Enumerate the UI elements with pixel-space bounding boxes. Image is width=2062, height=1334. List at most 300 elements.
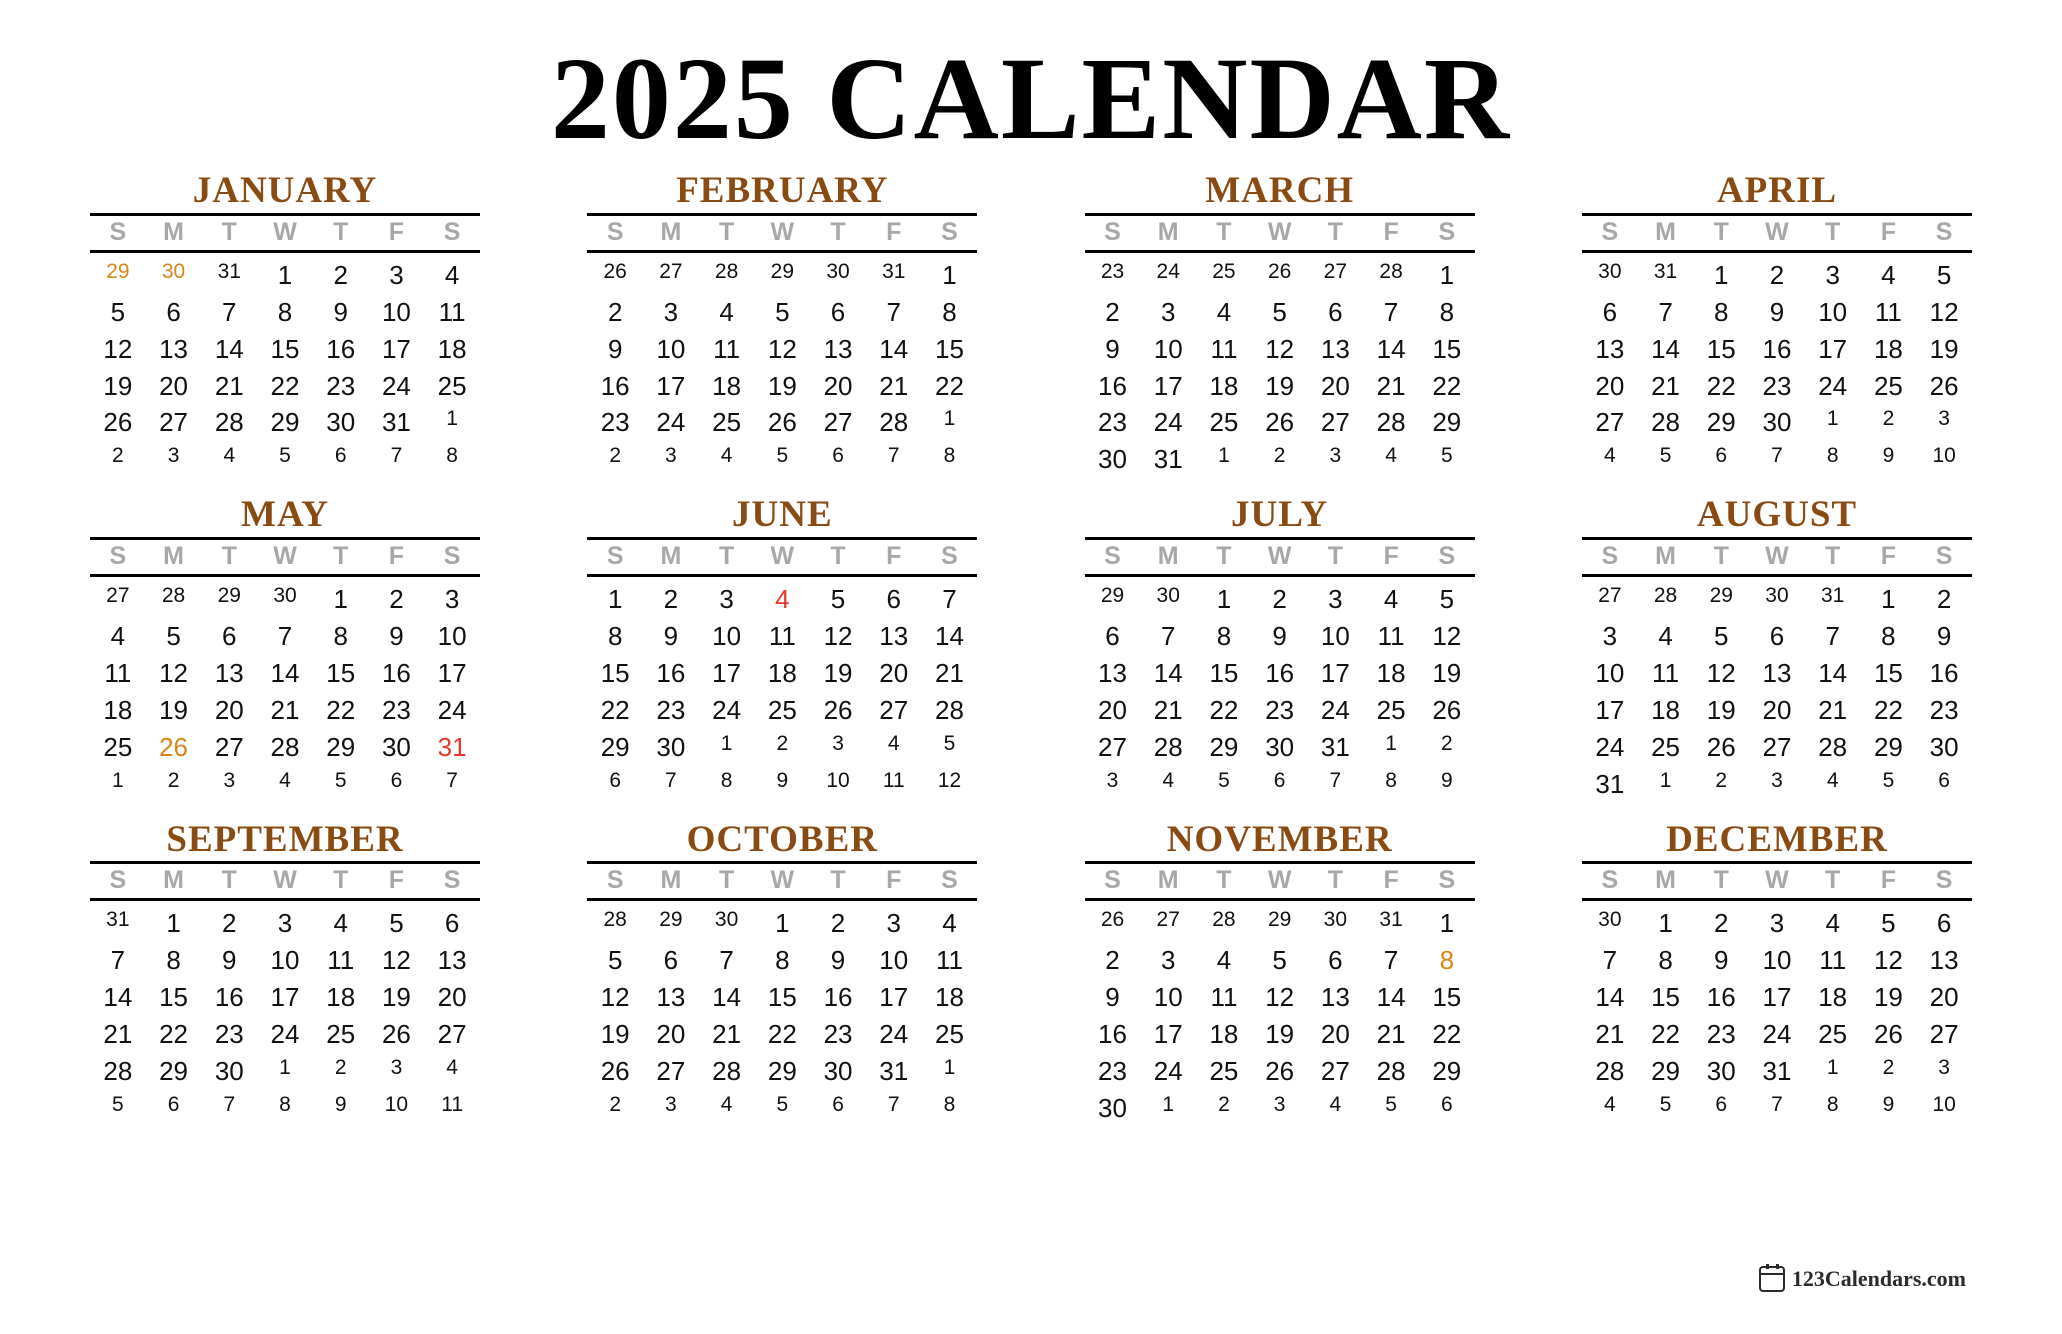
weekday-label: T xyxy=(1825,542,1841,571)
weekday-header-row xyxy=(1085,861,1475,901)
weekday-label: S xyxy=(1104,217,1121,246)
month-name: MARCH xyxy=(1205,170,1355,211)
day-cell: 8 xyxy=(1216,621,1232,652)
day-cell: 5 xyxy=(776,1092,789,1116)
day-cell: 22 xyxy=(1209,694,1239,725)
day-cell: 4 xyxy=(1216,296,1232,327)
day-cell: 19 xyxy=(767,370,797,401)
day-cell: 26 xyxy=(1265,407,1295,438)
month-name: JANUARY xyxy=(192,170,378,211)
weekday-label: S xyxy=(941,542,958,571)
day-cell: 31 xyxy=(1821,584,1845,608)
day-cell: 24 xyxy=(1762,1019,1792,1050)
day-cell: 29 xyxy=(600,731,630,762)
day-cell: 26 xyxy=(381,1019,411,1050)
day-cell: 11 xyxy=(104,657,132,688)
day-cell: 1 xyxy=(943,407,956,431)
day-cell: 16 xyxy=(381,657,411,688)
day-cell: 30 xyxy=(1098,1092,1127,1123)
day-cell: 30 xyxy=(1265,731,1295,762)
day-cell: 24 xyxy=(1595,731,1625,762)
day-cell: 26 xyxy=(159,731,189,762)
day-cell: 12 xyxy=(937,768,962,792)
day-cell: 11 xyxy=(935,945,963,976)
day-cell: 4 xyxy=(942,908,957,939)
day-cell: 4 xyxy=(1383,584,1399,615)
day-cell: 28 xyxy=(1376,1056,1406,1087)
day-cell: 11 xyxy=(1210,333,1238,364)
day-cell: 7 xyxy=(942,584,957,615)
day-cell: 8 xyxy=(279,1092,291,1116)
weekday-label: S xyxy=(1935,542,1953,571)
day-cell: 4 xyxy=(887,731,900,755)
day-cell: 10 xyxy=(1932,444,1956,468)
day-cell: 5 xyxy=(334,768,347,792)
day-cell: 25 xyxy=(1376,694,1406,725)
day-cell: 29 xyxy=(1706,407,1736,438)
day-cell: 7 xyxy=(1602,945,1618,976)
day-cell: 15 xyxy=(159,982,189,1013)
day-cell: 4 xyxy=(1216,945,1232,976)
day-cell: 6 xyxy=(1328,945,1343,976)
day-cell: 1 xyxy=(1218,444,1230,468)
day-cell: 10 xyxy=(270,945,300,976)
day-cell: 7 xyxy=(1658,296,1673,327)
day-cell: 29 xyxy=(217,584,241,608)
day-cell: 17 xyxy=(381,333,411,364)
day-cell: 30 xyxy=(326,407,356,438)
day-cell: 13 xyxy=(1929,945,1959,976)
page-title: 2025 CALENDAR xyxy=(550,33,1512,164)
day-cell: 10 xyxy=(1153,982,1183,1013)
day-cell: 13 xyxy=(1762,657,1792,688)
weekday-label: T xyxy=(1216,217,1232,246)
day-cell: 7 xyxy=(223,1092,236,1116)
day-cell: 28 xyxy=(214,407,244,438)
day-cell: 19 xyxy=(823,657,853,688)
day-cell: 5 xyxy=(1659,444,1672,468)
day-cell: 19 xyxy=(159,694,189,725)
day-cell: 31 xyxy=(1653,259,1678,283)
day-cell: 1 xyxy=(166,908,181,939)
day-cell: 22 xyxy=(600,694,630,725)
day-cell: 17 xyxy=(656,370,686,401)
day-cell: 25 xyxy=(1209,407,1239,438)
day-cell: 20 xyxy=(1929,982,1959,1013)
day-cell: 17 xyxy=(712,657,742,688)
day-cell: 2 xyxy=(1936,584,1952,615)
days-grid xyxy=(1582,577,1972,802)
day-cell: 11 xyxy=(327,945,355,976)
day-cell: 10 xyxy=(1320,621,1350,652)
day-cell: 7 xyxy=(719,945,734,976)
day-cell: 17 xyxy=(1153,370,1183,401)
day-cell: 29 xyxy=(1651,1056,1680,1087)
day-cell: 15 xyxy=(600,657,630,688)
day-cell: 5 xyxy=(1936,259,1952,290)
weekday-label: F xyxy=(1383,217,1399,246)
month-block xyxy=(90,818,480,1127)
day-cell: 4 xyxy=(1881,259,1896,290)
day-cell: 10 xyxy=(1818,296,1848,327)
day-cell: 15 xyxy=(1706,333,1736,364)
weekday-label: T xyxy=(718,866,735,895)
day-cell: 20 xyxy=(656,1019,686,1050)
day-cell: 6 xyxy=(1769,621,1785,652)
day-cell: 20 xyxy=(1320,370,1350,401)
weekday-label: S xyxy=(443,217,461,246)
day-cell: 7 xyxy=(446,768,458,792)
day-cell: 4 xyxy=(720,1092,733,1116)
day-cell: 30 xyxy=(214,1056,244,1087)
day-cell: 2 xyxy=(609,444,622,468)
month-name: DECEMBER xyxy=(1666,818,1888,860)
day-cell: 21 xyxy=(1376,370,1406,401)
weekday-label: T xyxy=(1713,217,1729,246)
day-cell: 6 xyxy=(1715,444,1728,468)
day-cell: 21 xyxy=(1153,694,1183,725)
months-row-2 xyxy=(90,496,1972,802)
day-cell: 8 xyxy=(775,945,790,976)
month-name: FEBRUARY xyxy=(676,170,889,211)
day-cell: 27 xyxy=(1323,259,1348,283)
day-cell: 27 xyxy=(1595,407,1625,438)
day-cell: 10 xyxy=(656,333,686,364)
day-cell: 23 xyxy=(1929,694,1959,725)
weekday-label: M xyxy=(1655,542,1676,571)
day-cell: 21 xyxy=(270,694,300,725)
day-cell: 24 xyxy=(1156,259,1180,283)
day-cell: 20 xyxy=(879,657,909,688)
weekday-label: M xyxy=(1157,542,1179,571)
day-cell: 18 xyxy=(1209,370,1239,401)
day-cell: 30 xyxy=(714,908,739,932)
day-cell: 10 xyxy=(437,621,467,652)
day-cell: 5 xyxy=(389,908,404,939)
day-cell: 28 xyxy=(1595,1056,1625,1087)
day-cell: 15 xyxy=(1651,982,1680,1013)
day-cell: 9 xyxy=(776,768,789,792)
day-cell: 29 xyxy=(659,908,683,932)
day-cell: 3 xyxy=(390,1056,403,1080)
weekday-label: T xyxy=(1327,542,1343,571)
day-cell: 22 xyxy=(1432,370,1462,401)
day-cell: 18 xyxy=(437,333,467,364)
day-cell: 28 xyxy=(1153,731,1183,762)
day-cell: 3 xyxy=(1771,768,1783,792)
day-cell: 10 xyxy=(1153,333,1183,364)
day-cell: 2 xyxy=(334,1056,347,1080)
weekday-label: S xyxy=(1438,866,1456,895)
day-cell: 6 xyxy=(1328,296,1343,327)
day-cell: 12 xyxy=(1432,621,1462,652)
month-block xyxy=(90,496,480,802)
day-cell: 2 xyxy=(1882,407,1895,431)
day-cell: 23 xyxy=(1098,1056,1127,1087)
weekday-label: M xyxy=(163,542,184,571)
day-cell: 8 xyxy=(720,768,733,792)
day-cell: 25 xyxy=(437,370,467,401)
weekday-label: S xyxy=(109,542,127,571)
brand-label: 123Calendars.com xyxy=(1791,1266,1966,1291)
day-cell: 1 xyxy=(720,731,733,755)
day-cell: 8 xyxy=(1658,945,1673,976)
weekday-label: W xyxy=(273,542,297,571)
day-cell: 3 xyxy=(389,259,404,290)
day-cell: 17 xyxy=(1595,694,1625,725)
day-cell: 28 xyxy=(1379,259,1403,283)
day-cell: 3 xyxy=(1273,1092,1286,1116)
day-cell: 31 xyxy=(381,407,411,438)
day-cell: 21 xyxy=(935,657,964,688)
day-cell: 3 xyxy=(1938,1056,1950,1080)
day-cell: 19 xyxy=(1929,333,1959,364)
day-cell: 25 xyxy=(935,1019,964,1050)
weekday-header-row xyxy=(1582,213,1972,253)
day-cell: 7 xyxy=(1383,945,1399,976)
day-cell: 14 xyxy=(214,333,244,364)
day-cell: 4 xyxy=(279,768,291,792)
day-cell: 26 xyxy=(1929,370,1959,401)
day-cell: 29 xyxy=(1432,1056,1462,1087)
day-cell: 2 xyxy=(1715,768,1728,792)
day-cell: 27 xyxy=(1762,731,1792,762)
weekday-label: T xyxy=(1327,866,1343,895)
days-grid xyxy=(1085,253,1475,478)
weekday-label: F xyxy=(886,866,902,895)
weekday-label: S xyxy=(1601,866,1619,895)
day-cell: 15 xyxy=(1432,333,1462,364)
days-grid xyxy=(587,901,977,1119)
day-cell: 25 xyxy=(712,407,742,438)
day-cell: 27 xyxy=(1098,731,1127,762)
day-cell: 4 xyxy=(719,296,734,327)
day-cell: 14 xyxy=(270,657,300,688)
days-grid xyxy=(1582,901,1972,1119)
weekday-label: S xyxy=(1935,866,1953,895)
weekday-label: S xyxy=(606,217,624,246)
day-cell: 18 xyxy=(1818,982,1848,1013)
day-cell: 28 xyxy=(1212,908,1236,932)
weekday-label: W xyxy=(273,866,297,895)
day-cell: 2 xyxy=(1105,296,1120,327)
day-cell: 16 xyxy=(326,333,356,364)
day-cell: 15 xyxy=(1432,982,1462,1013)
day-cell: 16 xyxy=(656,657,686,688)
day-cell: 27 xyxy=(1156,908,1180,932)
day-cell: 10 xyxy=(1932,1092,1956,1116)
day-cell: 30 xyxy=(1598,908,1622,932)
day-cell: 8 xyxy=(1439,945,1455,976)
day-cell: 29 xyxy=(1873,731,1903,762)
day-cell: 1 xyxy=(1658,908,1673,939)
day-cell: 25 xyxy=(1651,731,1680,762)
weekday-label: T xyxy=(1825,217,1841,246)
footer-branding xyxy=(1759,1266,1966,1292)
day-cell: 1 xyxy=(1826,1056,1839,1080)
weekday-label: T xyxy=(221,542,237,571)
day-cell: 20 xyxy=(159,370,189,401)
day-cell: 30 xyxy=(1762,407,1792,438)
day-cell: 22 xyxy=(159,1019,189,1050)
day-cell: 14 xyxy=(1595,982,1625,1013)
day-cell: 22 xyxy=(935,370,964,401)
day-cell: 18 xyxy=(1873,333,1903,364)
day-cell: 27 xyxy=(1929,1019,1959,1050)
weekday-label: S xyxy=(109,866,127,895)
weekday-label: W xyxy=(770,542,795,571)
day-cell: 5 xyxy=(112,1092,124,1116)
day-cell: 14 xyxy=(1376,333,1406,364)
weekday-label: T xyxy=(333,217,349,246)
day-cell: 9 xyxy=(1936,621,1952,652)
weekday-label: W xyxy=(1765,542,1789,571)
day-cell: 3 xyxy=(1328,584,1343,615)
day-cell: 7 xyxy=(1825,621,1840,652)
weekday-header-row xyxy=(587,213,977,253)
day-cell: 29 xyxy=(270,407,300,438)
day-cell: 5 xyxy=(830,584,846,615)
day-cell: 1 xyxy=(1439,259,1455,290)
day-cell: 3 xyxy=(1769,908,1785,939)
month-name: AUGUST xyxy=(1696,494,1858,536)
day-cell: 29 xyxy=(1709,584,1733,608)
days-grid xyxy=(90,901,480,1119)
day-cell: 29 xyxy=(326,731,356,762)
day-cell: 29 xyxy=(1267,908,1292,932)
day-cell: 6 xyxy=(832,1092,844,1116)
day-cell: 28 xyxy=(603,908,627,932)
day-cell: 20 xyxy=(823,370,853,401)
day-cell: 3 xyxy=(277,908,293,939)
day-cell: 3 xyxy=(663,296,679,327)
weekday-label: T xyxy=(718,542,735,571)
day-cell: 4 xyxy=(333,908,348,939)
day-cell: 3 xyxy=(886,908,901,939)
day-cell: 8 xyxy=(1714,296,1729,327)
day-cell: 30 xyxy=(1156,584,1180,608)
day-cell: 6 xyxy=(334,444,347,468)
day-cell: 27 xyxy=(823,407,853,438)
weekday-label: W xyxy=(273,217,297,246)
weekday-label: S xyxy=(1104,542,1121,571)
day-cell: 17 xyxy=(1762,982,1792,1013)
day-cell: 7 xyxy=(1771,1092,1783,1116)
day-cell: 19 xyxy=(103,370,133,401)
day-cell: 15 xyxy=(1873,657,1903,688)
day-cell: 21 xyxy=(1818,694,1848,725)
day-cell: 4 xyxy=(1825,908,1840,939)
month-name: NOVEMBER xyxy=(1166,818,1393,860)
day-cell: 6 xyxy=(830,296,846,327)
month-block xyxy=(1582,172,1972,478)
day-cell: 3 xyxy=(1106,768,1119,792)
day-cell: 27 xyxy=(1320,407,1350,438)
day-cell: 24 xyxy=(437,694,467,725)
day-cell: 4 xyxy=(1162,768,1175,792)
weekday-label: M xyxy=(1157,217,1179,246)
weekday-label: S xyxy=(1601,217,1619,246)
day-cell: 3 xyxy=(1602,621,1618,652)
day-cell: 13 xyxy=(879,621,909,652)
day-cell: 5 xyxy=(1218,768,1230,792)
weekday-label: S xyxy=(606,866,624,895)
day-cell: 1 xyxy=(1439,908,1455,939)
day-cell: 1 xyxy=(1881,584,1896,615)
day-cell: 4 xyxy=(446,1056,458,1080)
day-cell: 8 xyxy=(166,945,181,976)
day-cell: 14 xyxy=(1651,333,1680,364)
day-cell: 18 xyxy=(712,370,742,401)
day-cell: 26 xyxy=(823,694,853,725)
day-cell: 24 xyxy=(712,694,742,725)
weekday-label: T xyxy=(1713,542,1729,571)
day-cell: 20 xyxy=(1320,1019,1350,1050)
day-cell: 5 xyxy=(1881,908,1896,939)
weekday-label: T xyxy=(1825,866,1841,895)
day-cell: 11 xyxy=(1652,657,1680,688)
day-cell: 7 xyxy=(110,945,126,976)
day-cell: 23 xyxy=(1100,259,1125,283)
day-cell: 18 xyxy=(1209,1019,1239,1050)
day-cell: 23 xyxy=(1265,694,1295,725)
day-cell: 30 xyxy=(1598,259,1622,283)
day-cell: 22 xyxy=(270,370,300,401)
day-cell: 9 xyxy=(1882,1092,1895,1116)
day-cell: 4 xyxy=(775,584,790,615)
month-block xyxy=(587,818,977,1127)
weekday-label: T xyxy=(1216,866,1232,895)
weekday-label: T xyxy=(718,217,735,246)
day-cell: 23 xyxy=(326,370,356,401)
weekday-label: S xyxy=(109,217,127,246)
weekday-label: S xyxy=(443,866,461,895)
day-cell: 31 xyxy=(217,259,241,283)
day-cell: 27 xyxy=(656,1056,686,1087)
day-cell: 1 xyxy=(1385,731,1397,755)
day-cell: 9 xyxy=(1882,444,1895,468)
day-cell: 5 xyxy=(1272,945,1287,976)
day-cell: 26 xyxy=(1432,694,1462,725)
day-cell: 10 xyxy=(384,1092,409,1116)
day-cell: 9 xyxy=(1714,945,1729,976)
day-cell: 18 xyxy=(1651,694,1680,725)
day-cell: 10 xyxy=(1762,945,1792,976)
day-cell: 23 xyxy=(1706,1019,1736,1050)
day-cell: 23 xyxy=(656,694,686,725)
months-grid xyxy=(90,172,1972,1127)
day-cell: 28 xyxy=(935,694,964,725)
day-cell: 6 xyxy=(390,768,403,792)
day-cell: 2 xyxy=(1105,945,1120,976)
day-cell: 7 xyxy=(887,444,900,468)
day-cell: 14 xyxy=(1818,657,1848,688)
day-cell: 6 xyxy=(222,621,237,652)
day-cell: 25 xyxy=(767,694,797,725)
day-cell: 10 xyxy=(381,296,411,327)
day-cell: 22 xyxy=(1432,1019,1462,1050)
weekday-label: W xyxy=(1765,217,1789,246)
weekday-label: F xyxy=(1383,542,1399,571)
day-cell: 8 xyxy=(607,621,623,652)
day-cell: 15 xyxy=(1209,657,1239,688)
day-cell: 13 xyxy=(656,982,686,1013)
day-cell: 4 xyxy=(223,444,236,468)
month-block xyxy=(587,496,977,802)
day-cell: 14 xyxy=(1153,657,1183,688)
day-cell: 11 xyxy=(441,1092,464,1116)
day-cell: 7 xyxy=(665,768,677,792)
